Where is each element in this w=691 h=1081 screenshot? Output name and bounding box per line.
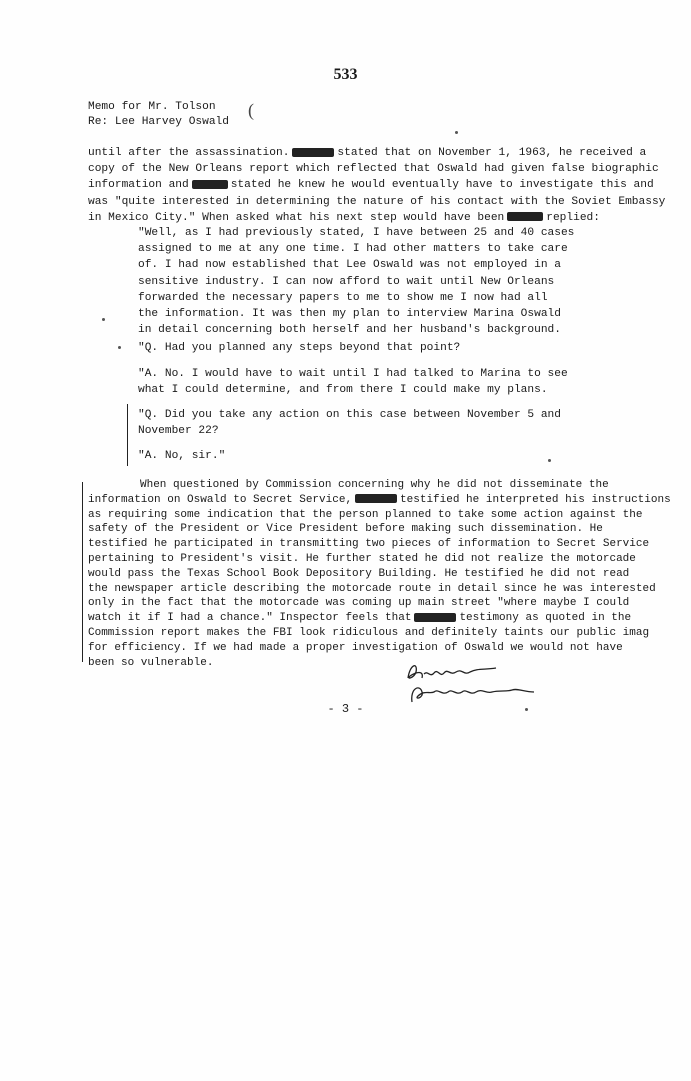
text-line: testified he participated in transmitting two pieces of information to Secret Service (88, 538, 650, 551)
scan-speck (548, 459, 551, 462)
answer-3 (138, 366, 568, 398)
redaction-bar (192, 180, 228, 189)
question-2 (138, 340, 460, 356)
redaction-bar (355, 494, 397, 503)
signature-text-line1: Bureau (400, 658, 404, 659)
text-line: been so vulnerable. (88, 656, 214, 669)
page-number: 533 (333, 66, 358, 83)
text-line: sensitive industry. I can now afford to wait until New Orleans (138, 275, 555, 288)
redaction-bar (507, 212, 543, 221)
text-line: only in the fact that the motorcade was coming up main street "where maybe I could (88, 597, 630, 610)
question-4 (138, 407, 561, 439)
redaction-bar (414, 613, 456, 622)
text-line: as requiring some indication that the person planned to take some action against the (88, 508, 643, 521)
text-line: safety of the President or Vice President before making such dissemination. He (88, 523, 603, 536)
text-line: When questioned by Commission concerning why he did not disseminate the (140, 479, 609, 491)
text-line: forwarded the necessary papers to me to show me I now had all (138, 291, 548, 304)
text-line: "Q. Did you take any action on this case between November 5 and (138, 409, 561, 421)
text-line: the newspaper article describing the motorcade route in detail since he was interested (88, 582, 656, 595)
footer-page-number: - 3 - (327, 702, 364, 716)
text-line: information on Oswald to Secret Service, testified he interpreted his instructions (88, 493, 671, 506)
scan-speck (455, 131, 458, 134)
text-line: assigned to me at any one time. I had other matters to take care (138, 243, 568, 256)
margin-bracket (127, 404, 128, 466)
margin-paren-mark: ( (248, 100, 254, 120)
redaction-bar (292, 148, 334, 157)
paragraph-1 (88, 145, 666, 226)
text-line: would pass the Texas School Book Depository Building. He testified he did not read (88, 567, 630, 580)
text-line: "A. No, sir." (138, 450, 226, 462)
scan-speck (525, 708, 528, 711)
text-line: "Well, as I had previously stated, I have between 25 and 40 cases (138, 227, 575, 239)
text-line: "A. No. I would have to wait until I had talked to Marina to see (138, 368, 568, 380)
text-line: until after the assassination. stated that on November 1, 1963, he received a (88, 147, 647, 159)
text-line: was "quite interested in determining the nature of his contact with the Soviet Embassy (88, 195, 666, 208)
text-line: for efficiency. If we had made a proper investigation of Oswald we would not have (88, 641, 623, 654)
scan-speck (118, 346, 121, 349)
text-line: Commission report makes the FBI look ridiculous and definitely taints our public imag (88, 626, 650, 639)
text-line: pertaining to President's visit. He further stated he did not realize the motorcade (88, 552, 636, 565)
text-line: watch it if I had a chance." Inspector feels that testimony as quoted in the (88, 612, 632, 625)
text-line: copy of the New Orleans report which reflected that Oswald had given false biographic (88, 163, 659, 176)
answer-5 (138, 448, 225, 464)
text-line: November 22? (138, 425, 219, 438)
text-line: "Q. Had you planned any steps beyond that point? (138, 342, 461, 354)
text-line: of. I had now established that Lee Oswald was not employed in a (138, 259, 561, 272)
text-line: the information. It was then my plan to interview Marina Oswald (138, 308, 561, 321)
quote-answer-1 (138, 225, 574, 338)
memo-recipient: Memo for Mr. Tolson (88, 101, 216, 113)
margin-bracket (82, 482, 83, 662)
text-line: in detail concerning both herself and her husband's background. (138, 324, 561, 337)
text-line: what I could determine, and from there I could make my plans. (138, 384, 548, 397)
text-line: in Mexico City." When asked what his next step would have been replied: (88, 211, 600, 224)
memo-subject: Re: Lee Harvey Oswald (88, 116, 229, 128)
scan-speck (102, 318, 105, 321)
text-line: information and stated he knew he would eventually have to investigate this and (88, 179, 654, 192)
paragraph-2 (88, 478, 671, 670)
memo-header (88, 100, 229, 130)
handwritten-notation (400, 658, 540, 706)
